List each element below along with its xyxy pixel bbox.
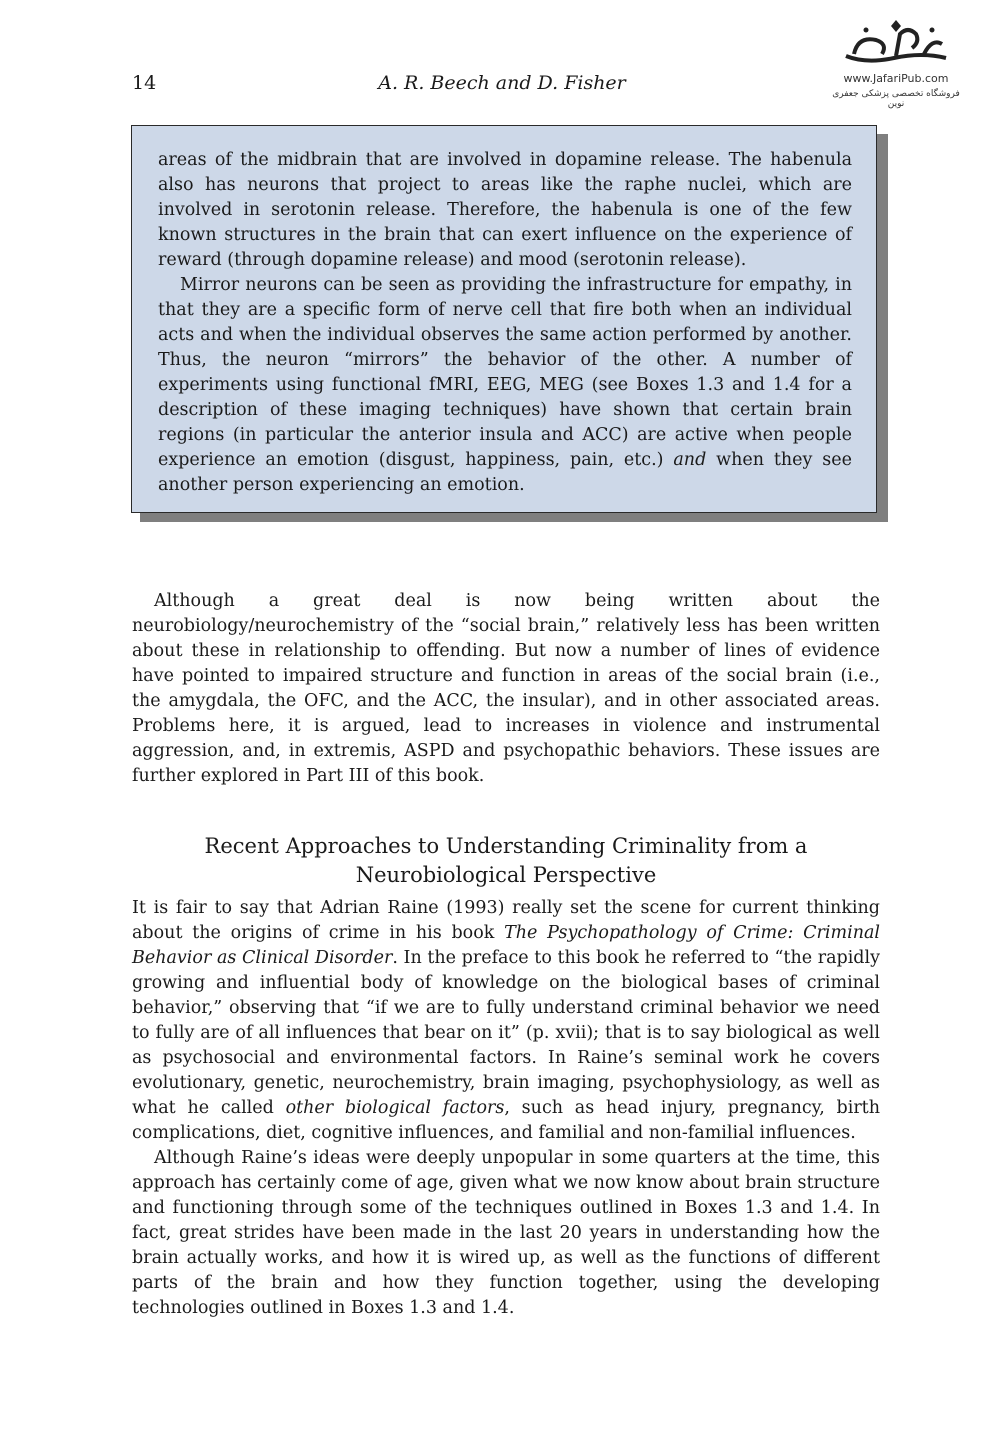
box-paragraph-text: when they see another person experiencing an emotion. [158,450,852,495]
body-section-1 [132,589,880,789]
running-head: A. R. Beech and D. Fisher [378,72,626,94]
publisher-url: www.JafariPub.com [843,72,949,85]
body-section-2 [132,896,880,1321]
body-paragraph-text: It is fair to say that Adrian Raine (1993) really set the scene for current thinking about the origins of crime in his book [132,898,880,943]
page-number: 14 [132,72,157,94]
publisher-watermark [826,18,966,109]
section-heading [132,832,880,890]
body-paragraph: Although a great deal is now being written about the neurobiology/neurochemistry of the “social brain,” relatively less has been written about these in relationship to offending. But now a number of lines of evidence have pointed to impaired structure and function in areas of the social brain (i.e., the amygdala, the OFC, and the ACC, the insular), and in other associated areas. Problems here, it is argued, lead to increases in violence and instrumental aggression, and, in extremis, ASPD and psychopathic behaviors. These issues are further explored in Part III of this book. [132,591,880,786]
box-paragraph [158,273,852,498]
sidebar-box [131,125,877,513]
box-paragraph-text: Mirror neurons can be seen as providing the infrastructure for empathy, in that they are a specific form of nerve cell that fire both when an individual acts and when the individual observes the same action performed by another. Thus, the neuron “mirrors” the behavior of the other. A number of experiments using functional fMRI, EEG, MEG (see Boxes 1.3 and 1.4 for a description of these imaging techniques) have shown that certain brain regions (in particular the anterior insula and ACC) are active when people experience an emotion (disgust, happiness, pain, etc.) [158,275,852,470]
box-paragraph: areas of the midbrain that are involved in dopamine release. The habenula also has neurons that project to areas like the raphe nuclei, which are involved in serotonin release. Therefore, the habenula is one of the few known structures in the brain that can exert influence on the experience of reward (through dopamine release) and mood (serotonin release). [158,150,852,270]
body-paragraph [132,896,880,1146]
body-emphasis: other biological factors [285,1098,505,1118]
book-title: The Psychopathology of Crime: Criminal Behavior as Clinical Disorder [132,923,880,968]
publisher-logo-icon [836,18,956,70]
heading-line: Neurobiological Perspective [355,863,657,888]
box-emphasis: and [673,450,707,470]
heading-line: Recent Approaches to Understanding Criminality from a [204,834,808,859]
body-paragraph: Although Raine’s ideas were deeply unpopular in some quarters at the time, this approach has certainly come of age, given what we now know about brain structure and functioning through some of the techniques outlined in Boxes 1.3 and 1.4. In fact, great strides have been made in the last 20 years in understanding how the brain actually works, and how it is wired up, as well as the functions of different parts of the brain and how they function together, using the developing technologies outlined in Boxes 1.3 and 1.4. [132,1148,880,1318]
body-paragraph-text: . In the preface to this book he referred to “the rapidly growing and influential body of knowledge on the biological bases of criminal behavior,” observing that “if we are to fully understand criminal behavior we need to fully are of all influences that bear on it” (p. xvii); that is to say biological as well as psychosocial and environmental factors. In Raine’s seminal work he covers evolutionary, genetic, neurochemistry, brain imaging, psychophysiology, as well as what he called [132,948,880,1118]
publisher-tagline: فروشگاه تخصصی پزشکی جعفری نوین [832,89,960,109]
body-paragraph-text: , such as head injury, pregnancy, birth complications, diet, cognitive influences, and familial and non-familial influences. [132,1098,880,1143]
